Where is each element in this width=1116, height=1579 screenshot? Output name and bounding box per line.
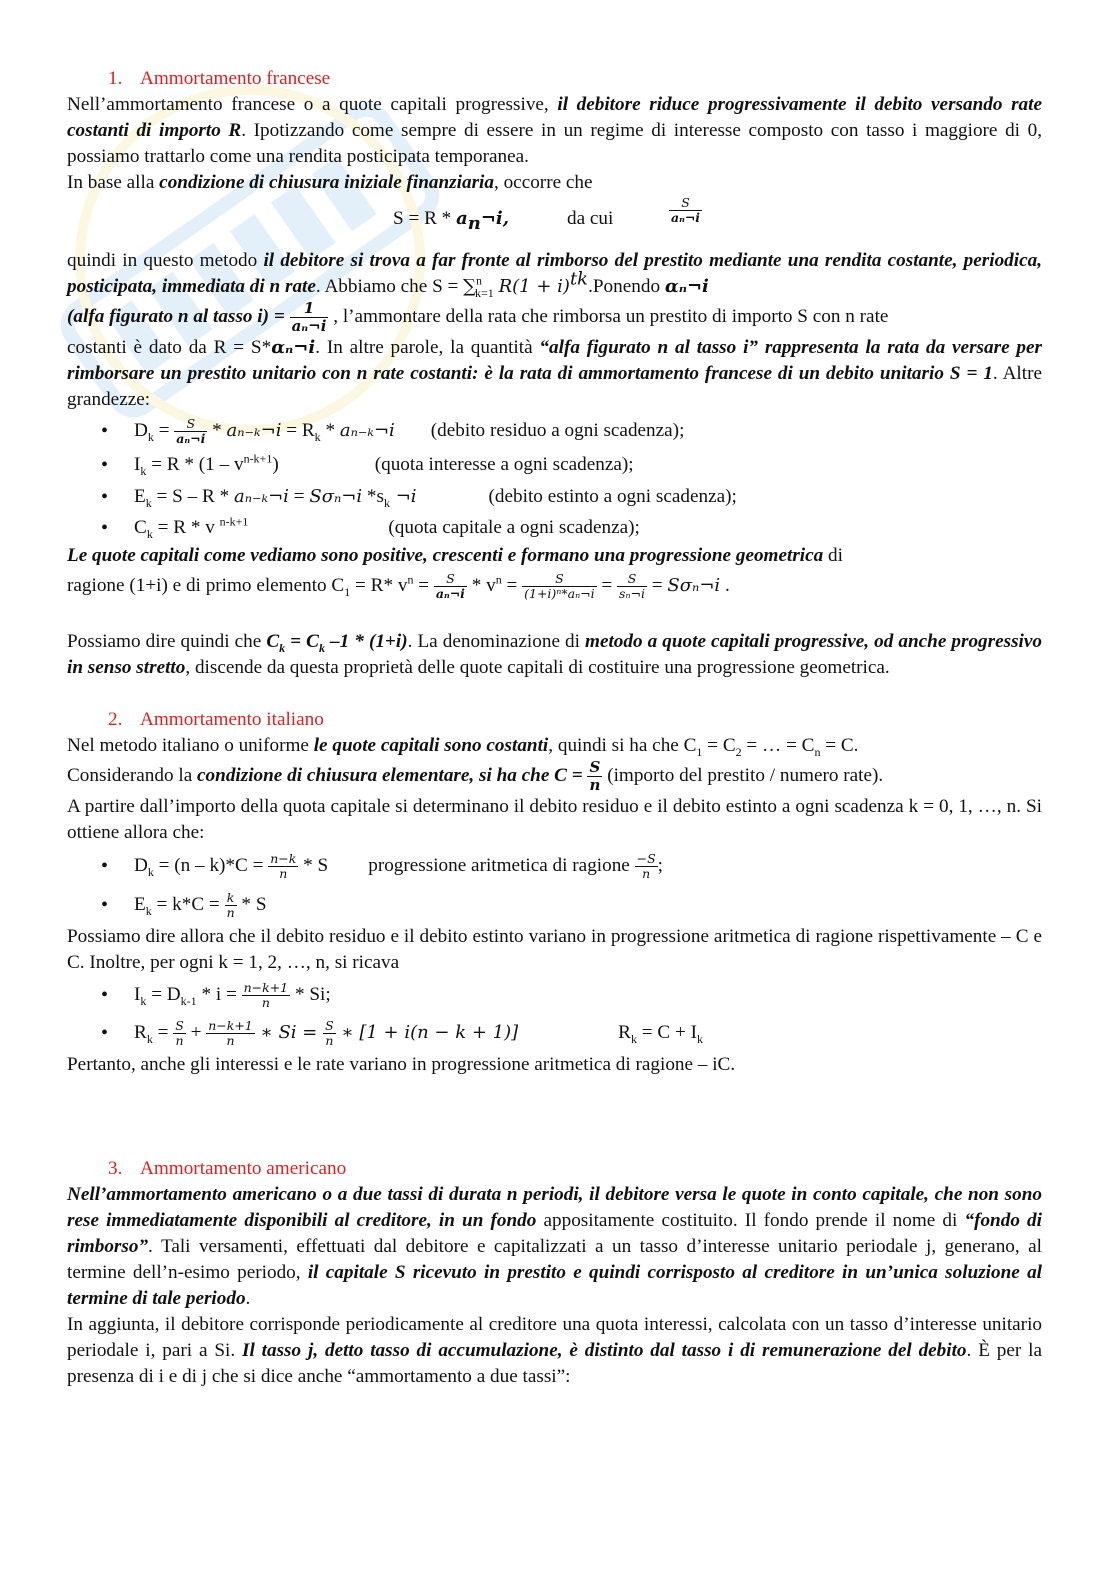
paragraph: Nell’ammortamento americano o a due tassi di durata n periodi, il debitore versa le quote in conto capitale, che non sono rese immediatamente disponibili al creditore, in un fondo appositamente costituito. Il fondo prende il nome di “fondo di rimborso”. Tali versamenti, effettuati dal debitore e capitalizzati a un tasso d’interesse unitario periodale j, generano, al termine dell’n-esimo periodo, il capitale S ricevuto in prestito e quindi corrisposto al creditore in un’unica soluzione al termine di tale periodo. bbox=[67, 1184, 1042, 1310]
section-heading-3: 3. Ammortamento americano bbox=[108, 1158, 347, 1180]
list-item: • $D_k$ = $\frac{S}{\text{aₙ¬i}}$ * aₙ₋ₖ¬i = $R_k$ * aₙ₋ₖ¬i (debito residuo a ogni scadenza); bbox=[67, 413, 1042, 449]
paragraph: In base alla condizione di chiusura iniziale finanziaria, occorre che bbox=[67, 172, 593, 193]
paragraph: Considerando la condizione di chiusura elementare, si ha che C = $\frac{S}{n}$ (importo del prestito / numero rate). bbox=[67, 758, 884, 795]
list-item: • $I_k = R * (1 - v^{n-k+1})$ (quota interesse a ogni scadenza); bbox=[67, 449, 1042, 481]
list-item: • $C_k = R * v$ $^{n-k+1}$ (quota capitale a ogni scadenza); bbox=[67, 513, 1042, 543]
paragraph: Possiamo dire quindi che $C_k = C_k$ –1 * (1+i). La denominazione di metodo a quote capitali progressive, od anche progressivo in senso stretto, discende da questa proprietà delle quote capitali di costituire una progressione geometrica. bbox=[67, 631, 1042, 678]
paragraph: Nel metodo italiano o uniforme le quote capitali sono costanti, quindi si ha che $C_1 = C_2$ = … = $C_n = C$. bbox=[67, 735, 859, 759]
formula-list bbox=[67, 846, 1042, 924]
list-item: • $R_k$ = $\frac{S}{n}$ + $\frac{n-k+1}{n}$ ∗ Si = $\frac{S}{n}$ ∗ [1 + i(n − k + 1)] $R_k = C + I_k$ bbox=[67, 1014, 1042, 1052]
paragraph: ragione (1+i) e di primo elemento $C_1 = R*$ $v^n$ = $\frac{S}{\text{aₙ¬i}}$ * $v^n$ = $\frac{S}{\text{(1+i)ⁿ*aₙ¬i}}$ = $\frac{S}{\text{sₙ¬i}}$ = Sσₙ¬i . bbox=[67, 571, 730, 602]
list-item: • $E_k = S - R$ * aₙ₋ₖ¬i = Sσₙ¬i $*s_k$ ¬i (debito estinto a ogni scadenza); bbox=[67, 481, 1042, 513]
paragraph: (alfa figurato n al tasso i) = $\frac{1}{\text{aₙ¬i}}$ , l’ammontare della rata che rimborsa un prestito di importo S con n rate bbox=[67, 299, 889, 335]
paragraph: costanti è dato da R = S*αₙ¬i. In altre parole, la quantità “alfa figurato n al tasso i” rappresenta la rata da versare per rimborsare un prestito unitario con n rate costanti: è la rata di ammortamento francese di un debito unitario S = 1. Altre grandezze: bbox=[67, 337, 1042, 410]
formula-list bbox=[67, 976, 1042, 1052]
formula-list bbox=[67, 413, 1042, 543]
paragraph: Pertanto, anche gli interessi e le rate variano in progressione aritmetica di ragione – iC. bbox=[67, 1054, 736, 1076]
document-page bbox=[67, 66, 1042, 1390]
paragraph: Possiamo dire allora che il debito residuo e il debito estinto variano in progressione aritmetica di ragione rispettivamente – C e C. Inoltre, per ogni k = 1, 2, …, n, si ricava bbox=[67, 926, 1042, 974]
list-item: • $D_k = (n - k)*C$ = $\frac{n-k}{n}$ * S progressione aritmetica di ragione $\frac{-S}{n}$ ; bbox=[67, 846, 1042, 886]
paragraph: Nell’ammortamento francese o a quote capitali progressive, il debitore riduce progressivamente il debito versando rate costanti di importo R. Ipotizzando come sempre di essere in un regime di interesse composto con tasso i maggiore di 0, possiamo trattarlo come una rendita posticipata temporanea. bbox=[67, 94, 1042, 167]
section-heading-2: 2. Ammortamento italiano bbox=[108, 709, 324, 730]
paragraph: Le quote capitali come vediamo sono positive, crescenti e formano una progressione geometrica di bbox=[67, 545, 843, 566]
paragraph: In aggiunta, il debitore corrisponde periodicamente al creditore una quota interessi, calcolata con un tasso d’interesse unitario periodale i, pari a Si. Il tasso j, detto tasso di accumulazione, è distinto dal tasso i di remunerazione del debito. È per la presenza di i e di j che si dice anche “ammortamento a due tassi”: bbox=[67, 1314, 1042, 1388]
paragraph: quindi in questo metodo il debitore si trova a far fronte al rimborso del prestito mediante una rendita costante, periodica, posticipata, immediata di n rate. Abbiamo che S = ∑$^n_{k=1}$ $R(1 + i)^{tk}.Ponendo$ αₙ¬i bbox=[67, 250, 1042, 300]
list-item: • $I_k = D_{k-1} * i$ = $\frac{n-k+1}{n}$ * Si; bbox=[67, 976, 1042, 1014]
list-item: • $E_k = k*C$ = $\frac{k}{n}$ * S bbox=[67, 886, 1042, 924]
equation-closing-condition: $S = R * a_n\neg i$, da cui $\frac{S}{\text{aₙ¬i}}$ bbox=[393, 195, 701, 234]
section-heading-1: 1. Ammortamento francese bbox=[108, 68, 331, 89]
paragraph: A partire dall’importo della quota capitale si determinano il debito residuo e il debito estinto a ogni scadenza k = 0, 1, …, n. Si ottiene allora che: bbox=[67, 796, 1042, 844]
